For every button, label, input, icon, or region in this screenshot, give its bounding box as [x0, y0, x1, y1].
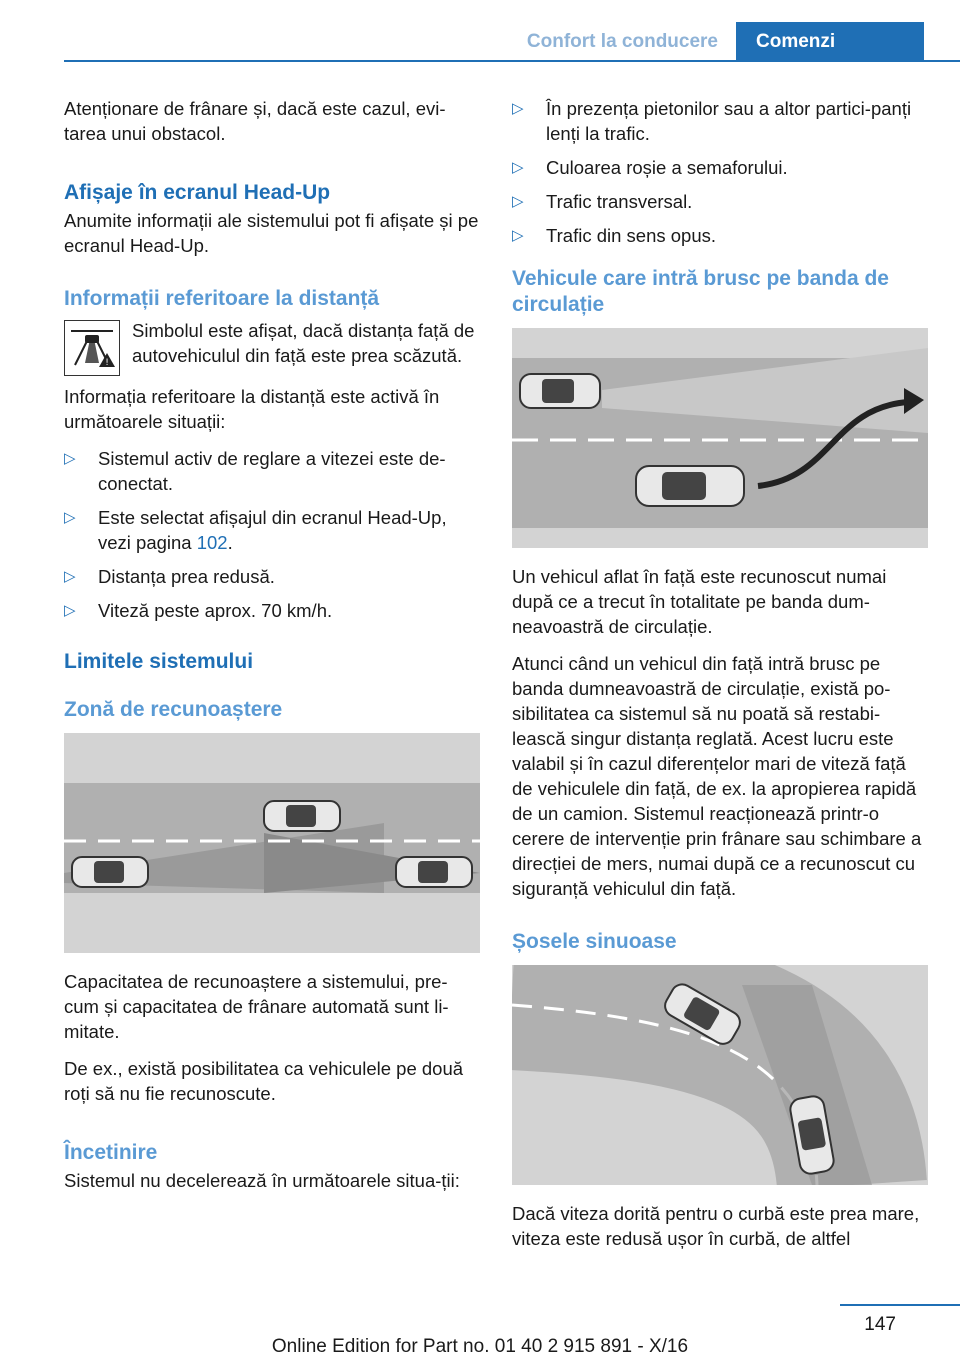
hud-paragraph: Anumite informații ale sistemului pot fi afișate și pe ecranul Head-Up.: [64, 210, 479, 256]
bullet-triangle-icon: ▷: [64, 450, 76, 467]
zone-paragraph-1: Capacitatea de recunoaștere a sistemului, pre-cum și capacitatea de frânare automată sunt li-mitate.: [64, 971, 449, 1042]
chapter-tab[interactable]: Comenzi: [736, 22, 924, 62]
bullet-triangle-icon: ▷: [64, 568, 76, 585]
winding-road-figure: [512, 965, 928, 1185]
list-item: ▷ Trafic transversal.: [512, 191, 693, 212]
list-item: ▷ Trafic din sens opus.: [512, 225, 717, 246]
footer-edition: Online Edition for Part no. 01 40 2 915 891 - X/16: [271, 1336, 689, 1357]
distance-list: [64, 446, 480, 623]
cutin-heading: Vehicule care intră brusc pe banda de circulație: [512, 267, 889, 316]
section-tab[interactable]: Confort la conducere: [526, 31, 718, 52]
bullet-triangle-icon: ▷: [64, 602, 76, 619]
distance-heading: Informații referitoare la distanță: [64, 287, 380, 310]
list-item: ▷ Distanța prea redusă.: [64, 566, 275, 587]
bullet-triangle-icon: ▷: [512, 227, 524, 244]
left-column: [64, 96, 480, 1205]
distance-symbol-text: Simbolul este afișat, dacă distanța față de autovehiculul din față este prea scăzută.: [132, 320, 475, 366]
cutin-paragraph-2: Atunci când un vehicul din față intră brusc pe banda dumneavoastră de circulație, există po-sibilitatea ca sistemul să nu poată să restabi-lească singur distanța reglată. Acest lucru este valabil și în cazul diferențelor mari de viteză față de vehiculele din față, de ex. la apropierea rapidă de un camion. Sistemul reacționează printr-o cerere de intervenție prin frânare sau schimbare a direcției de mers, numai după ce a recunoscut cu siguranță vehiculul din față.: [512, 653, 922, 899]
bullet-triangle-icon: ▷: [512, 159, 524, 176]
recognition-zone-figure: [64, 733, 480, 953]
list-item: ▷ În prezența pietonilor sau a altor partici-panți lenți la trafic.: [512, 98, 912, 144]
right-column: [512, 96, 928, 1263]
zone-heading: Zonă de recunoaștere: [64, 698, 283, 721]
hud-heading: Afișaje în ecranul Head-Up: [64, 181, 331, 204]
car-illustration: [264, 801, 340, 831]
list-item: ▷ Este selectat afișajul din ecranul Head-Up, vezi pagina 102.: [64, 507, 447, 553]
curves-paragraph: Dacă viteza dorită pentru o curbă este prea mare, viteza este redusă ușor în curbă, de altfel: [512, 1203, 920, 1249]
list-item: ▷ Sistemul activ de reglare a vitezei este de-conectat.: [64, 448, 446, 494]
distance-warning-icon: [64, 320, 120, 376]
zone-paragraph-2: De ex., există posibilitatea ca vehiculele pe două roți să nu fie recunoscute.: [64, 1058, 464, 1104]
bullet-triangle-icon: ▷: [64, 509, 76, 526]
list-item: ▷ Viteză peste aprox. 70 km/h.: [64, 600, 333, 621]
cutin-figure: [512, 328, 928, 548]
list-item: ▷ Culoarea roșie a semaforului.: [512, 157, 788, 178]
page-link[interactable]: 102: [196, 532, 228, 553]
limits-heading: Limitele sistemului: [64, 650, 254, 673]
svg-text:!: !: [105, 358, 109, 368]
slowdown-heading: Încetinire: [64, 1141, 158, 1164]
cutin-paragraph-1: Un vehicul aflat în față este recunoscut numai după ce a trecut în totalitate pe banda dum-neavoastră de circulație.: [512, 566, 887, 637]
page-number: 147: [864, 1314, 896, 1335]
bullet-triangle-icon: ▷: [512, 100, 524, 117]
page-number-rule: [840, 1304, 960, 1306]
curves-heading: Șosele sinuoase: [512, 930, 677, 953]
slowdown-paragraph: Sistemul nu decelerează în următoarele situa-ții:: [64, 1170, 460, 1191]
distance-symbol-row: [64, 318, 480, 376]
intro-paragraph: Atenționare de frânare și, dacă este cazul, evi-tarea unui obstacol.: [64, 98, 446, 144]
bullet-triangle-icon: ▷: [512, 193, 524, 210]
distance-paragraph: Informația referitoare la distanță este activă în următoarele situații:: [64, 386, 440, 432]
slowdown-list: [512, 96, 928, 248]
